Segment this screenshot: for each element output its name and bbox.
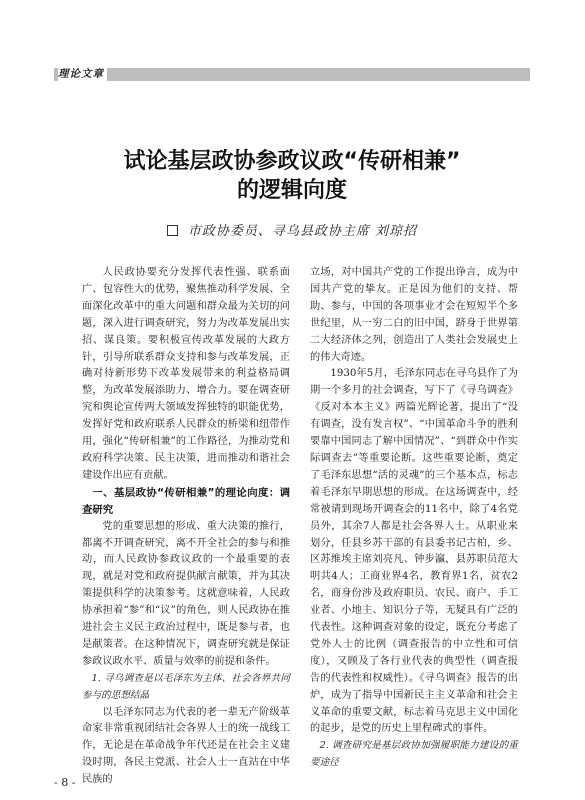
paragraph: 人民政协要充分发挥代表性强、联系面广、包容性大的优势，聚焦推动科学发展、全面深化改革中的重大问题和群众最为关切的问题，深入进行调查研究，努力为改革发展出实招、谋良策。要积极宣传改革发展的大政方针，引导所联系群众支持和参与改革发展，正确对待新形势下改革发展带来的利益格局调整，为改革发展添助力、增合力。要在调查研究和舆论宣传两大领域发挥独特的职能优势，发挥好党和政府联系人民群众的桥梁和纽带作用，强化“传研相兼”的工作路径，为推动党和政府科学决策、民主决策，进而推动和谐社会建设作出应有贡献。 [82,267,290,481]
right-column [310,265,518,772]
byline-text: 市政协委员、寻乌县政协主席 刘琼招 [187,224,418,239]
header-bar [54,68,530,81]
section-heading: 一、基层政协“传研相兼”的理论向度：调查研究 [82,486,290,516]
left-column [82,265,290,789]
subsection-heading: 2. 调查研究是基层政协加强履职能力建设的重要途径 [310,740,518,769]
byline [54,220,530,239]
paragraph: 1930年5月，毛泽东同志在寻乌县作了为期一个多月的社会调查，写下了《寻乌调查》《反对本本主义》两篇光辉论著，提出了“没有调查，没有发言权”、“中国革命斗争的胜利要靠中国同志了解中国情况”、“到群众中作实际调查去”等重要论断。这些重要论断，奠定了毛泽东思想“活的灵魂”的三个基本点，标志着毛泽东早期思想的形成。在这场调查中，经常被请到现场开调查会的11名中，除了4名党员外，其余7人都是社会各界人士。从职业来划分，任县乡苏干部的有县委书记古柏，乡、区苏维埃主席刘亮凡、钟步瀛，县苏职员范大明共4人；工商业界4名，教育界1名，贫农2名，商身份涉及政府职员、农民、商户、手工业者、小地主、知识分子等，无疑具有广泛的代表性。这种调查对象的设定，既充分考虑了党外人士的比例（调查报告的中立性和可信度），又顾及了各行业代表的典型性（调查报告的代表性和权威性）。《寻乌调查》报告的出炉，成为了指导中国新民主主义革命和社会主义革命的重要文献，标志着马克思主义中国化的起步，是党的历史上里程碑式的事件。 [310,368,518,735]
paragraph: 以毛泽东同志为代表的老一辈无产阶级革命家非常重视团结社会各界人士的统一战线工作，无论是在革命战争年代还是在社会主义建设时期，各民主党派、社会人士一直站在中华民族的 [82,706,290,786]
paragraph: 立场，对中国共产党的工作提出诤言，成为中国共产党的挚友。正是因为他们的支持、帮助、参与，中国的各项事业才会在短短半个多世纪里，从一穷二白的旧中国，跻身于世界第二大经济体之列，创造出了人类社会发展史上的伟大奇迹。 [310,267,518,363]
square-bullet-icon [167,225,178,236]
article-title-line-1: 试论基层政协参政议政“传研相兼” [123,149,461,174]
subsection-heading: 1. 寻乌调查是以毛泽东为主体、社会各界共同参与的思想结晶 [82,672,290,701]
paragraph: 党的重要思想的形成、重大决策的推行，都离不开调查研究，离不开全社会的参与和推动，而人民政协参政议政的一个最重要的表现，就是对党和政府提供献言献策，并为其决策提供科学的决策参考。这就意味着，人民政协承担着“参”和“议”的角色，则人民政协在推进社会主义民主政治过程中，既是参与者，也是献策者。在这种情况下，调查研究就是保证参政议政水平、质量与效率的前提和条件。 [82,520,290,667]
section-tag: 理论文章 [58,66,107,82]
article-title-line-2: 的逻辑向度 [236,178,347,203]
page-number: - 8 - [54,776,76,789]
